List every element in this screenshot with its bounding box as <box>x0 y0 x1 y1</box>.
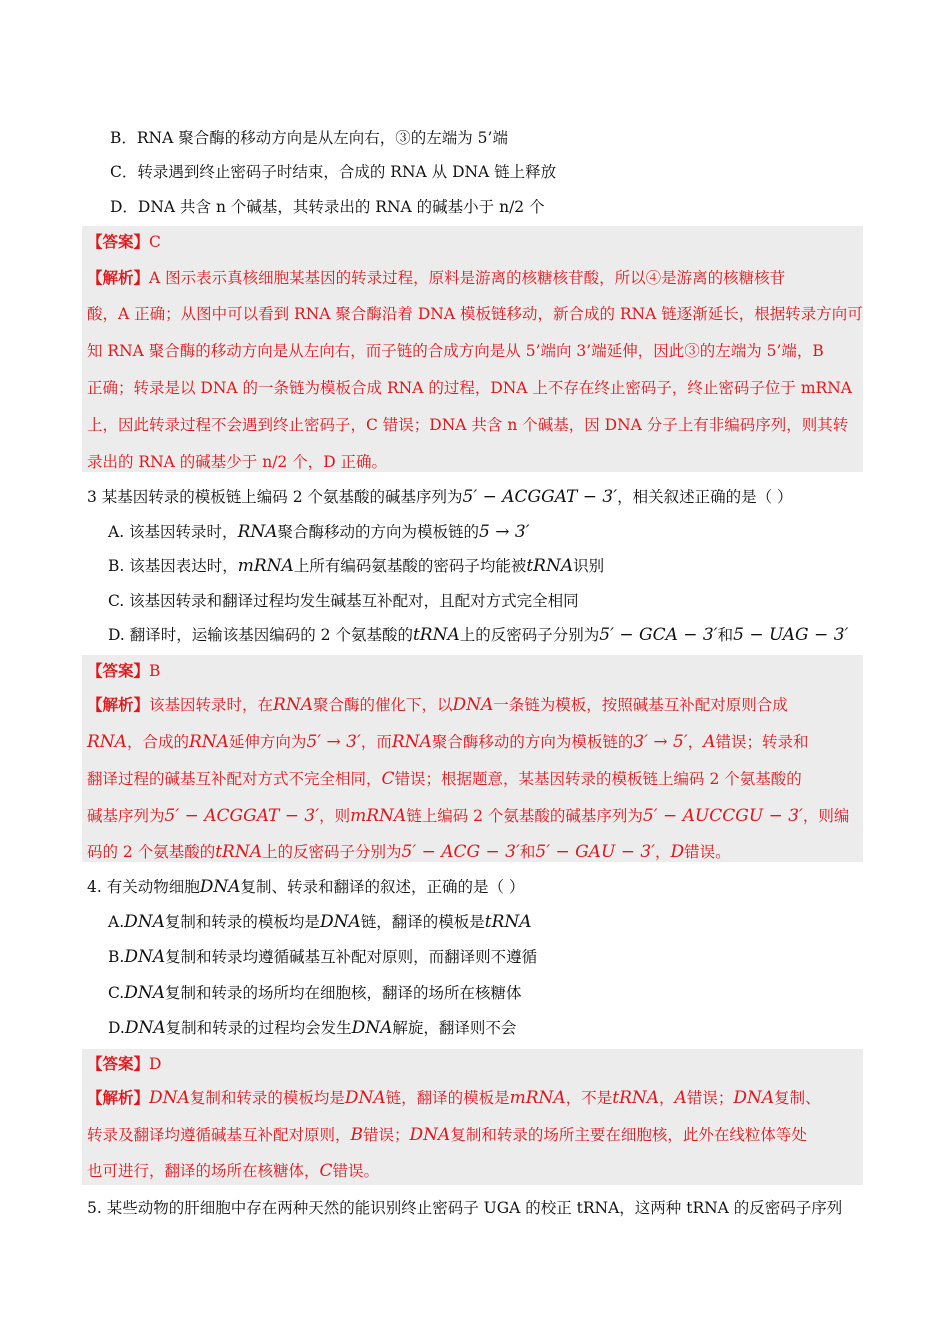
q3-analysis-line-2: RNA，合成的RNA延伸方向为5′ → 3′，而RNA聚合酶移动的方向为模板链的3′ → 5′，A错误；转录和 <box>87 732 809 752</box>
q3-analysis-line-4: 碱基序列为5′ − ACGGAT − 3′，则mRNA链上编码 2 个氨基酸的碱基序列为5′ − AUCCGU − 3′，则编 <box>87 806 850 826</box>
q5-stem: 5. 某些动物的肝细胞中存在两种天然的能识别终止密码子 UGA 的校正 tRNA，这两种 tRNA 的反密码子序列 <box>87 1199 843 1217</box>
q4-option-a: A.DNA复制和转录的模板均是DNA链，翻译的模板是tRNA <box>108 912 532 932</box>
q3-answer-box <box>82 655 863 862</box>
q2-analysis-line-2: 酸，A 正确；从图中可以看到 RNA 聚合酶沿着 DNA 模板链移动，新合成的 RNA 链逐渐延长，根据转录方向可 <box>87 305 863 323</box>
q4-answer: 【答案】D <box>87 1054 162 1073</box>
q3-option-b: B. 该基因表达时，mRNA上所有编码氨基酸的密码子均能被tRNA识别 <box>108 556 605 576</box>
q2-analysis-line-5: 上，因此转录过程不会遇到终止密码子，C 错误；DNA 共含 n 个碱基，因 DNA 分子上有非编码序列，则其转 <box>87 416 849 434</box>
q4-analysis-line-3: 也可进行，翻译的场所在核糖体，C错误。 <box>87 1161 380 1181</box>
q2-analysis-line-4: 正确；转录是以 DNA 的一条链为模板合成 RNA 的过程，DNA 上不存在终止密码子，终止密码子位于 mRNA <box>87 379 852 397</box>
q3-analysis-line-3: 翻译过程的碱基互补配对方式不完全相同，C错误；根据题意，某基因转录的模板链上编码 2 个氨基酸的 <box>87 769 802 789</box>
q4-stem: 4. 有关动物细胞DNA复制、转录和翻译的叙述，正确的是（ ） <box>87 877 525 897</box>
q4-option-d: D.DNA复制和转录的过程均会发生DNA解旋，翻译则不会 <box>108 1018 517 1038</box>
q2-analysis-line-1: 【解析】A 图示表示真核细胞某基因的转录过程，原料是游离的核糖核苷酸，所以④是游离的核糖核苷 <box>87 268 786 287</box>
q2-option-d: D．DNA 共含 n 个碱基，其转录出的 RNA 的碱基小于 n/2 个 <box>110 198 545 216</box>
q3-analysis-line-1: 【解析】该基因转录时，在RNA聚合酶的催化下，以DNA一条链为模板，按照碱基互补配对原则合成 <box>87 695 788 715</box>
q2-analysis-line-6: 录出的 RNA 的碱基少于 n/2 个，D 正确。 <box>87 453 388 471</box>
q3-answer: 【答案】B <box>87 661 161 680</box>
q3-stem: 3 某基因转录的模板链上编码 2 个氨基酸的碱基序列为5′ − ACGGAT − 3′，相关叙述正确的是（ ） <box>87 487 793 507</box>
q3-analysis-line-5: 码的 2 个氨基酸的tRNA上的反密码子分别为5′ − ACG − 3′和5′ − GAU − 3′，D错误。 <box>87 842 731 862</box>
q2-analysis-line-3: 知 RNA 聚合酶的移动方向是从左向右，而子链的合成方向是从 5’端向 3’端延伸，因此③的左端为 5’端，B <box>87 342 824 360</box>
q3-option-d: D. 翻译时，运输该基因编码的 2 个氨基酸的tRNA上的反密码子分别为5′ − GCA − 3′和5 − UAG − 3′ <box>108 625 849 645</box>
q4-option-b: B.DNA复制和转录均遵循碱基互补配对原则，而翻译则不遵循 <box>108 947 538 967</box>
q2-answer: 【答案】C <box>87 232 161 251</box>
q3-option-c: C. 该基因转录和翻译过程均发生碱基互补配对，且配对方式完全相同 <box>108 592 579 610</box>
q4-option-c: C.DNA复制和转录的场所均在细胞核，翻译的场所在核糖体 <box>108 983 522 1003</box>
q2-option-b: B．RNA 聚合酶的移动方向是从左向右，③的左端为 5’端 <box>110 129 508 147</box>
q3-option-a: A. 该基因转录时，RNA聚合酶移动的方向为模板链的5 → 3′ <box>108 522 530 542</box>
q4-analysis-line-1: 【解析】DNA复制和转录的模板均是DNA链，翻译的模板是mRNA，不是tRNA，A错误；DNA复制、 <box>87 1088 821 1108</box>
q2-option-c: C．转录遇到终止密码子时结束，合成的 RNA 从 DNA 链上释放 <box>110 163 557 181</box>
q4-analysis-line-2: 转录及翻译均遵循碱基互补配对原则，B错误；DNA复制和转录的场所主要在细胞核，此外在线粒体等处 <box>87 1125 807 1145</box>
